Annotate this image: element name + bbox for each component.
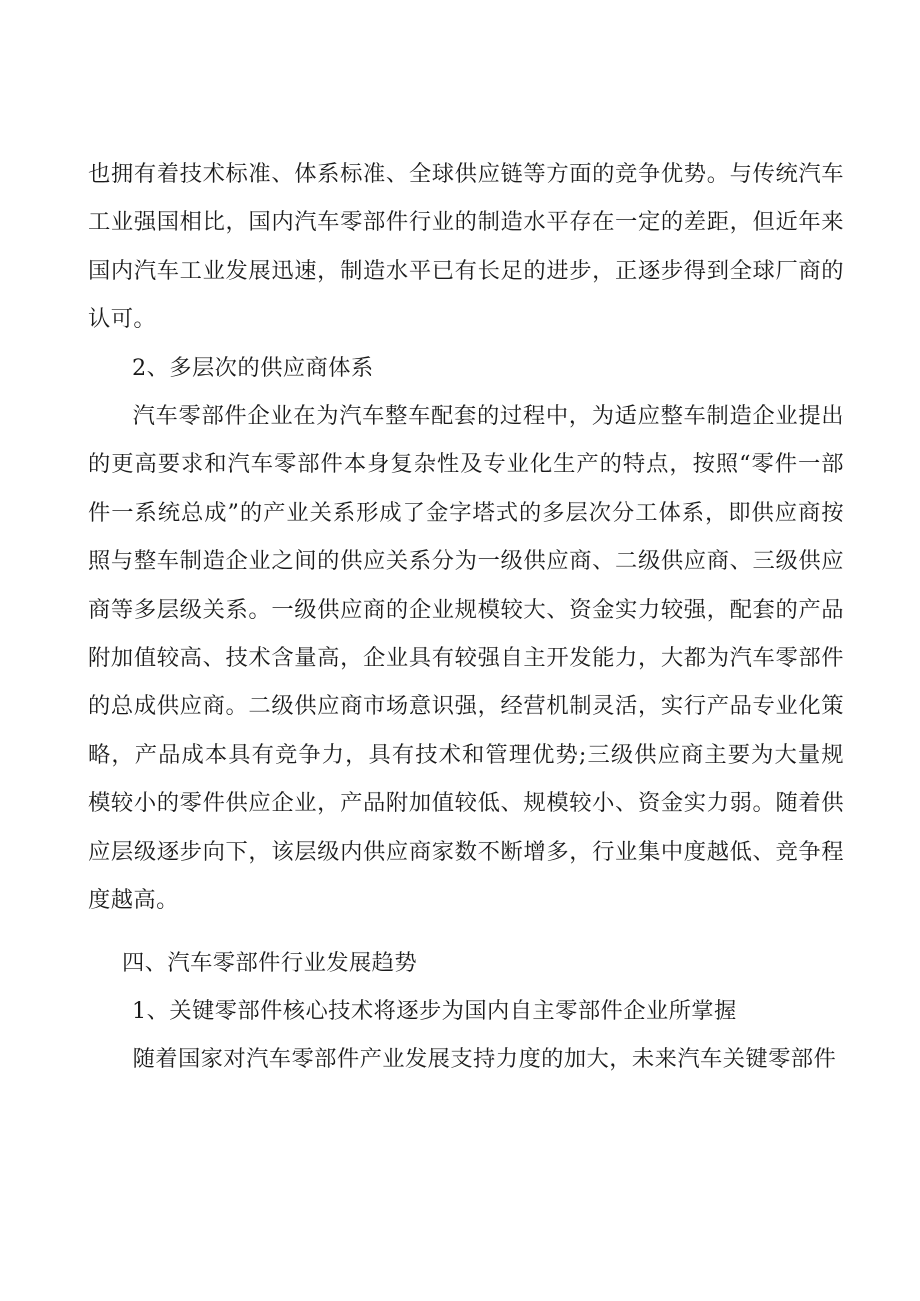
subheading-core-technology: 1、关键零部件核心技术将逐步为国内自主零部件企业所掌握: [132, 997, 737, 1024]
paragraph-national-support: 随着国家对汽车零部件产业发展支持力度的加大，未来汽车关键零部件: [132, 1046, 837, 1073]
paragraph-continued: 也拥有着技术标准、体系标准、全球供应链等方面的竞争优势。与传统汽车工业强国相比，国内汽车零部件行业的制造水平存在一定的差距，但近年来国内汽车工业发展迅速，制造水平已有长足的进步，正逐步得到全球厂商的认可。: [88, 161, 844, 333]
section-heading-trends: 四、汽车零部件行业发展趋势: [122, 949, 418, 976]
subheading-supplier-system: 2、多层次的供应商体系: [132, 354, 374, 381]
paragraph-supplier-tiers: 汽车零部件企业在为汽车整车配套的过程中，为适应整车制造企业提出的更高要求和汽车零部件本身复杂性及专业化生产的特点，按照“零件一部件一系统总成”的产业关系形成了金字塔式的多层次分工体系，即供应商按照与整车制造企业之间的供应关系分为一级供应商、二级供应商、三级供应商等多层级关系。一级供应商的企业规模较大、资金实力较强，配套的产品附加值较高、技术含量高，企业具有较强自主开发能力，大都为汽车零部件的总成供应商。二级供应商市场意识强，经营机制灵活，实行产品专业化策略，产品成本具有竞争力，具有技术和管理优势;三级供应商主要为大量规模较小的零件供应企业，产品附加值较低、规模较小、资金实力弱。随着供应层级逐步向下，该层级内供应商家数不断增多，行业集中度越低、竞争程度越高。: [88, 403, 844, 914]
document-body: [88, 150, 844, 1084]
